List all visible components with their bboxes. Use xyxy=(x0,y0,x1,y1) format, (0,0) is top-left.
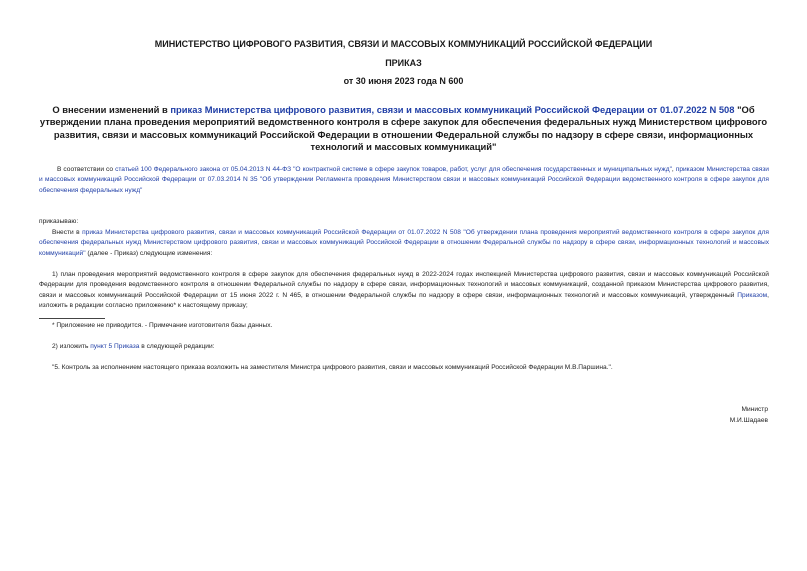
footnote-divider xyxy=(39,318,105,319)
preamble-separator: , xyxy=(671,166,676,173)
title-order-link[interactable]: приказ Министерства цифрового развития, связи и массовых коммуникаций Российской Федерации от 01.07.2022 N 508 xyxy=(170,104,735,115)
signature-name: М.И.Шадаев xyxy=(729,417,768,424)
item-intro-paragraph xyxy=(39,228,769,259)
item1-text: 1) план проведения мероприятий ведомственного контроля в сфере закупок для обеспечения федеральных нужд в 2022-2024 годах инспекцией Министерства цифрового развития, связи и массовых коммуникаций Российской Федерации для проведения ведомственного контроля в отношении Федеральной службы по надзору в сфере связи, информационных технологий и массовых коммуникаций, созданной приказом Министерства цифрового развития, связи и массовых коммуникаций Российской Федерации от 15 июня 2022 г. N 465, в отношении Федеральной службы по надзору в сфере связи, информационных технологий и массовых коммуникаций, утвержденный xyxy=(39,271,769,299)
preamble-order-link[interactable]: приказом Министерства связи и массовых коммуникаций Российской Федерации от 07.03.2014 N 35 "Об утверждении Регламента проведения Министерством связи и массовых коммуникаций Российской Федерации ведомственного контроля в сфере закупок для обеспечения федеральных нужд" xyxy=(39,166,769,194)
preamble-prefix: В соответствии со xyxy=(57,166,116,173)
preamble-paragraph xyxy=(39,165,769,196)
item-intro-prefix: Внести в xyxy=(52,229,83,236)
item2-quote: "5. Контроль за исполнением настоящего приказа возложить на заместителя Министра цифрового развития, связи и массовых коммуникаций Российской Федерации М.В.Паршина.". xyxy=(52,364,613,371)
item2-paragraph xyxy=(52,342,552,352)
signature-position: Министр xyxy=(741,406,768,413)
item-intro-link[interactable]: приказ Министерства цифрового развития, связи и массовых коммуникаций Российской Федерации от 01.07.2022 N 508 "Об утверждении плана проведения мероприятий ведомственного контроля в сфере закупок для обеспечения федеральных нужд Министерством цифрового развития, связи и массовых коммуникаций Российской Федерации в отношении Федеральной службы по надзору в сфере связи, информационных технологий и массовых коммуникаций" xyxy=(39,229,769,257)
doc-type-heading: ПРИКАЗ xyxy=(385,58,422,68)
order-word: приказываю: xyxy=(39,218,79,225)
document-title xyxy=(36,104,771,153)
item2-link[interactable]: пункт 5 Приказа xyxy=(90,343,140,350)
title-prefix: О внесении изменений в xyxy=(52,104,171,115)
item1-link[interactable]: Приказом xyxy=(737,291,768,299)
ministry-heading: МИНИСТЕРСТВО ЦИФРОВОГО РАЗВИТИЯ, СВЯЗИ И МАССОВЫХ КОММУНИКАЦИЙ РОССИЙСКОЙ ФЕДЕРАЦИИ xyxy=(154,39,653,49)
item2-prefix: 2) изложить xyxy=(52,343,91,350)
preamble-law-link[interactable]: статьей 100 Федерального закона от 05.04.2013 N 44-ФЗ "О контрактной системе в сфере закупок товаров, работ, услуг для обеспечения государственных и муниципальных нужд" xyxy=(115,166,672,173)
item1-rest: , изложить в редакции согласно приложению* к настоящему приказу; xyxy=(39,291,769,310)
footnote: * Приложение не приводится. - Примечание изготовителя базы данных. xyxy=(52,322,273,329)
item2-rest: в следующей редакции: xyxy=(139,343,215,350)
item-intro-rest: (далее - Приказ) следующие изменения: xyxy=(85,249,213,257)
title-rest: "Об утверждении плана проведения мероприятий ведомственного контроля в сфере закупок для обеспечения федеральных нужд Министерством цифрового развития, связи и массовых коммуникаций Российской Федерации в отношении Федеральной службы по надзору в сфере связи, информационных технологий и массовых коммуникаций" xyxy=(39,104,768,152)
date-number: от 30 июня 2023 года N 600 xyxy=(343,76,464,86)
item1-paragraph xyxy=(39,270,769,312)
